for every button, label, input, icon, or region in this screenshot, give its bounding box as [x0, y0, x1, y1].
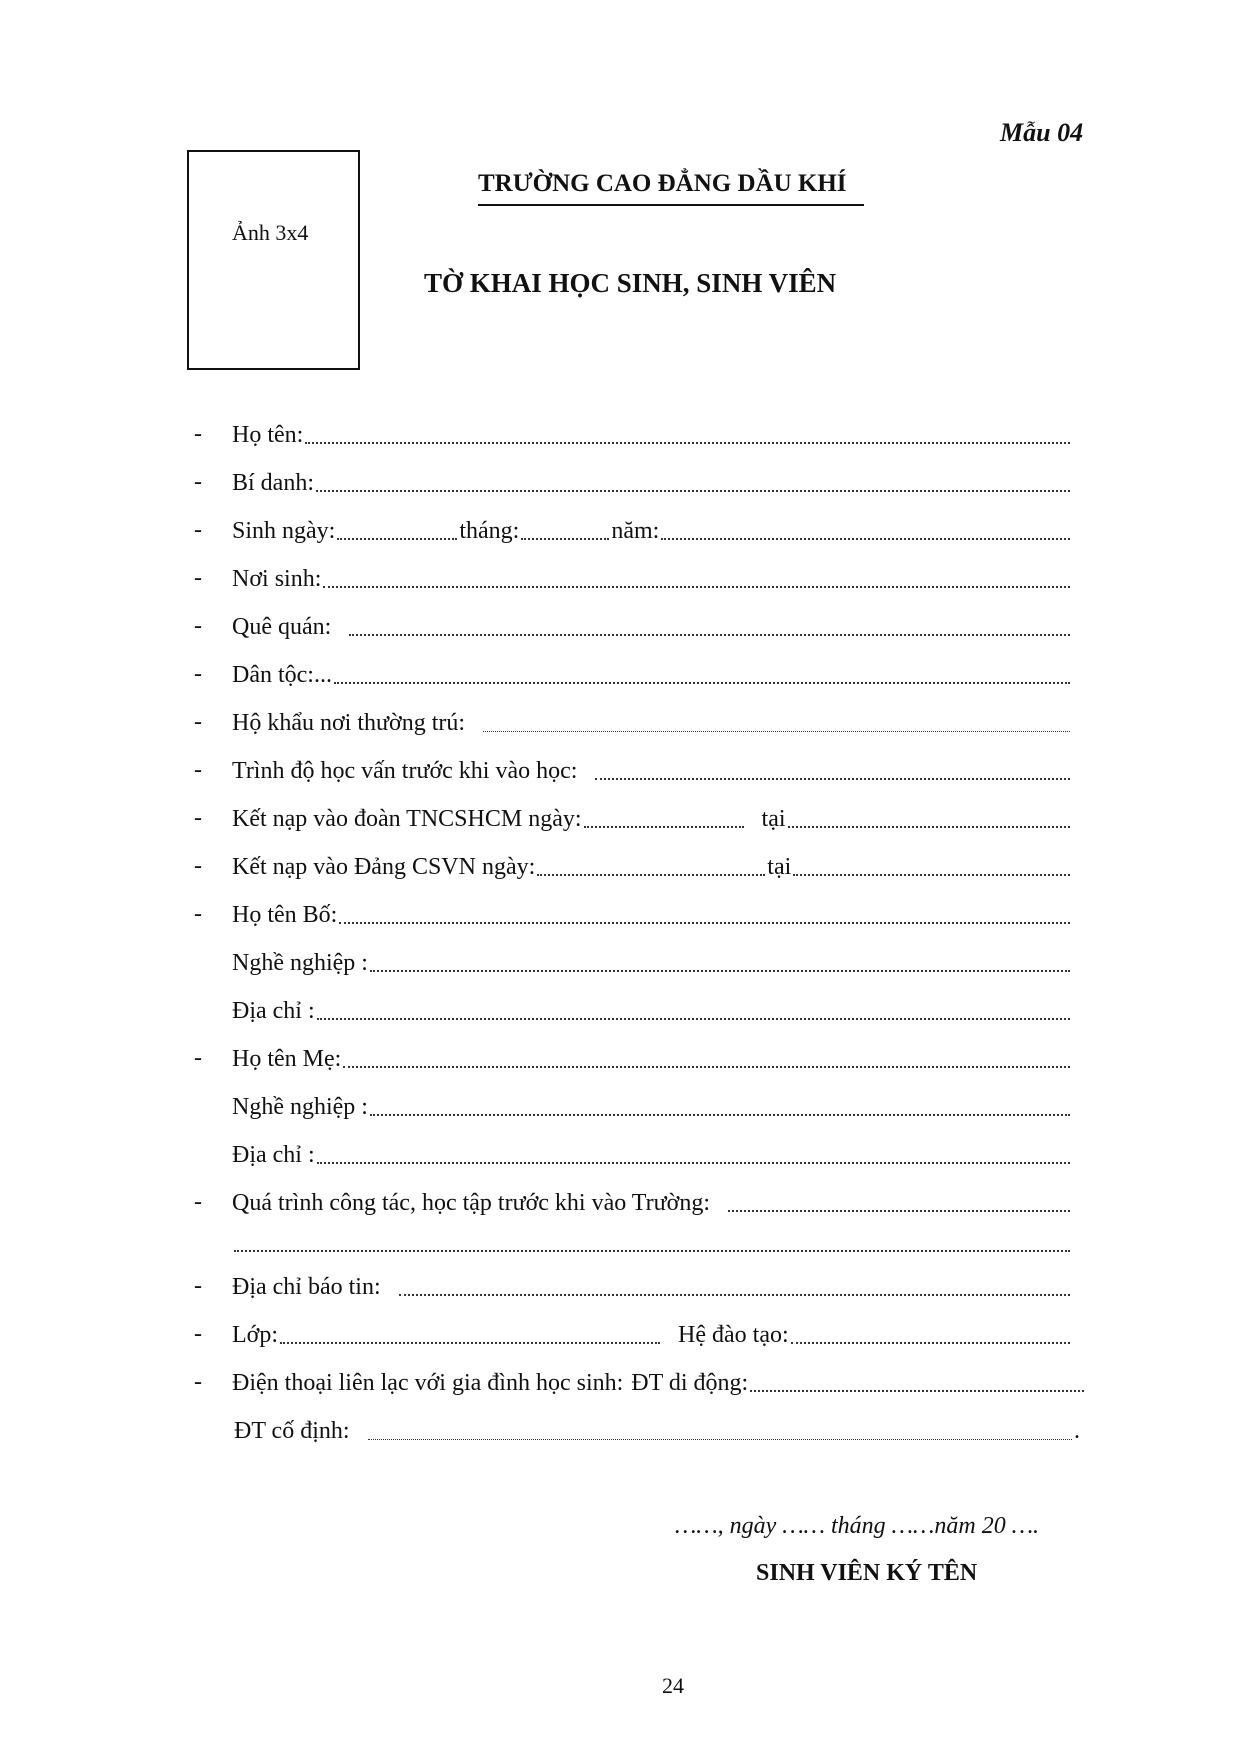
field-label: Nghề nghiệp : — [232, 950, 368, 976]
date-line: ……, ngày …… tháng ……năm 20 …. — [675, 1513, 1040, 1539]
field-alias — [194, 468, 1072, 498]
field-label: Kết nạp vào Đảng CSVN ngày: — [232, 854, 536, 880]
field-label: Địa chỉ báo tin: — [232, 1274, 381, 1300]
field-label: Quê quán: — [232, 614, 332, 640]
bullet-dash: - — [194, 853, 202, 879]
field-label: Kết nạp vào đoàn TNCSHCM ngày: — [232, 806, 582, 832]
bullet-dash: - — [194, 1189, 202, 1215]
field-label: Họ tên Mẹ: — [232, 1046, 342, 1072]
fill-line-month[interactable] — [521, 538, 609, 540]
field-landline — [234, 1416, 1080, 1446]
field-label: Nơi sinh: — [232, 566, 322, 592]
bullet-dash: - — [194, 1045, 202, 1071]
field-label-month: tháng: — [459, 518, 520, 544]
fill-line[interactable] — [343, 1066, 1070, 1068]
bullet-dash: - — [194, 469, 202, 495]
fill-line[interactable] — [317, 1162, 1070, 1164]
field-permanent-residence — [194, 708, 1072, 738]
field-label-place: tại — [767, 854, 792, 880]
field-label: Sinh ngày: — [232, 518, 336, 544]
fill-line-date[interactable] — [584, 826, 744, 828]
field-party — [194, 852, 1072, 882]
fill-line[interactable] — [323, 586, 1070, 588]
fill-line[interactable] — [339, 922, 1070, 924]
field-youth-union — [194, 804, 1072, 834]
school-name: TRƯỜNG CAO ĐẲNG DẦU KHÍ — [478, 170, 847, 197]
field-mother-address — [232, 1140, 1072, 1170]
fill-line[interactable] — [334, 682, 1070, 684]
bullet-dash: - — [194, 565, 202, 591]
field-full-name — [194, 420, 1072, 450]
fill-line-place[interactable] — [793, 874, 1070, 876]
signature-label: SINH VIÊN KÝ TÊN — [756, 1560, 978, 1586]
bullet-dash: - — [194, 1321, 202, 1347]
field-birth-date — [194, 516, 1072, 546]
field-label: Bí danh: — [232, 470, 314, 496]
fill-line[interactable] — [317, 1018, 1070, 1020]
field-label: Điện thoại liên lạc với gia đình học sinh: — [232, 1370, 624, 1396]
bullet-dash: - — [194, 661, 202, 687]
field-label: Địa chỉ : — [232, 998, 315, 1024]
field-family-phone — [194, 1368, 1086, 1398]
field-work-history-continued — [232, 1228, 1072, 1258]
form-title: TỜ KHAI HỌC SINH, SINH VIÊN — [424, 268, 837, 298]
field-hometown — [194, 612, 1072, 642]
field-father-address — [232, 996, 1072, 1026]
field-label: Địa chỉ : — [232, 1142, 315, 1168]
form-code: Mẫu 04 — [1000, 118, 1084, 147]
photo-label: Ảnh 3x4 — [232, 220, 309, 245]
fill-line-training-type[interactable] — [791, 1342, 1070, 1344]
field-father-name — [194, 900, 1072, 930]
field-label-year: năm: — [611, 518, 660, 544]
fill-line[interactable] — [305, 442, 1070, 444]
bullet-dash: - — [194, 709, 202, 735]
field-end-mark: . — [1074, 1418, 1080, 1444]
field-contact-address — [194, 1272, 1072, 1302]
fill-line[interactable] — [370, 970, 1070, 972]
bullet-dash: - — [194, 805, 202, 831]
field-work-history — [194, 1188, 1072, 1218]
fill-line-place[interactable] — [788, 826, 1070, 828]
fill-line[interactable] — [316, 490, 1070, 492]
page-number: 24 — [662, 1673, 684, 1698]
field-label: Nghề nghiệp : — [232, 1094, 368, 1120]
fill-line[interactable] — [370, 1114, 1070, 1116]
field-label: ĐT cố định: — [234, 1418, 350, 1444]
fill-line[interactable] — [728, 1210, 1070, 1212]
field-mother-name — [194, 1044, 1072, 1074]
field-label: Dân tộc:... — [232, 662, 332, 688]
fill-line[interactable] — [368, 1439, 1072, 1440]
field-class — [194, 1320, 1072, 1350]
field-label: Hộ khẩu nơi thường trú: — [232, 710, 466, 736]
fill-line-class[interactable] — [280, 1342, 660, 1344]
bullet-dash: - — [194, 757, 202, 783]
field-mother-occupation — [232, 1092, 1072, 1122]
bullet-dash: - — [194, 1369, 202, 1395]
fill-line[interactable] — [595, 778, 1070, 780]
bullet-dash: - — [194, 421, 202, 447]
field-father-occupation — [232, 948, 1072, 978]
field-birthplace — [194, 564, 1072, 594]
fill-line-day[interactable] — [337, 538, 457, 540]
field-label-place: tại — [761, 806, 786, 832]
field-education-level — [194, 756, 1072, 786]
field-ethnicity — [194, 660, 1072, 690]
bullet-dash: - — [194, 901, 202, 927]
fill-line-date[interactable] — [537, 874, 765, 876]
bullet-dash: - — [194, 517, 202, 543]
field-label: Họ tên Bố: — [232, 902, 338, 928]
field-label: Trình độ học vấn trước khi vào học: — [232, 758, 578, 784]
fill-line[interactable] — [234, 1250, 1070, 1252]
fill-line-mobile[interactable] — [750, 1390, 1084, 1392]
field-label: Họ tên: — [232, 422, 304, 448]
field-label: Quá trình công tác, học tập trước khi vào Trường: — [232, 1190, 710, 1216]
bullet-dash: - — [194, 1273, 202, 1299]
fill-line[interactable] — [483, 731, 1070, 732]
fill-line[interactable] — [349, 634, 1070, 636]
bullet-dash: - — [194, 613, 202, 639]
field-label: Lớp: — [232, 1322, 279, 1348]
field-label-training-type: Hệ đào tạo: — [678, 1322, 789, 1348]
fill-line-year[interactable] — [661, 538, 1070, 540]
fill-line[interactable] — [399, 1294, 1070, 1296]
field-label-mobile: ĐT di động: — [631, 1370, 749, 1396]
